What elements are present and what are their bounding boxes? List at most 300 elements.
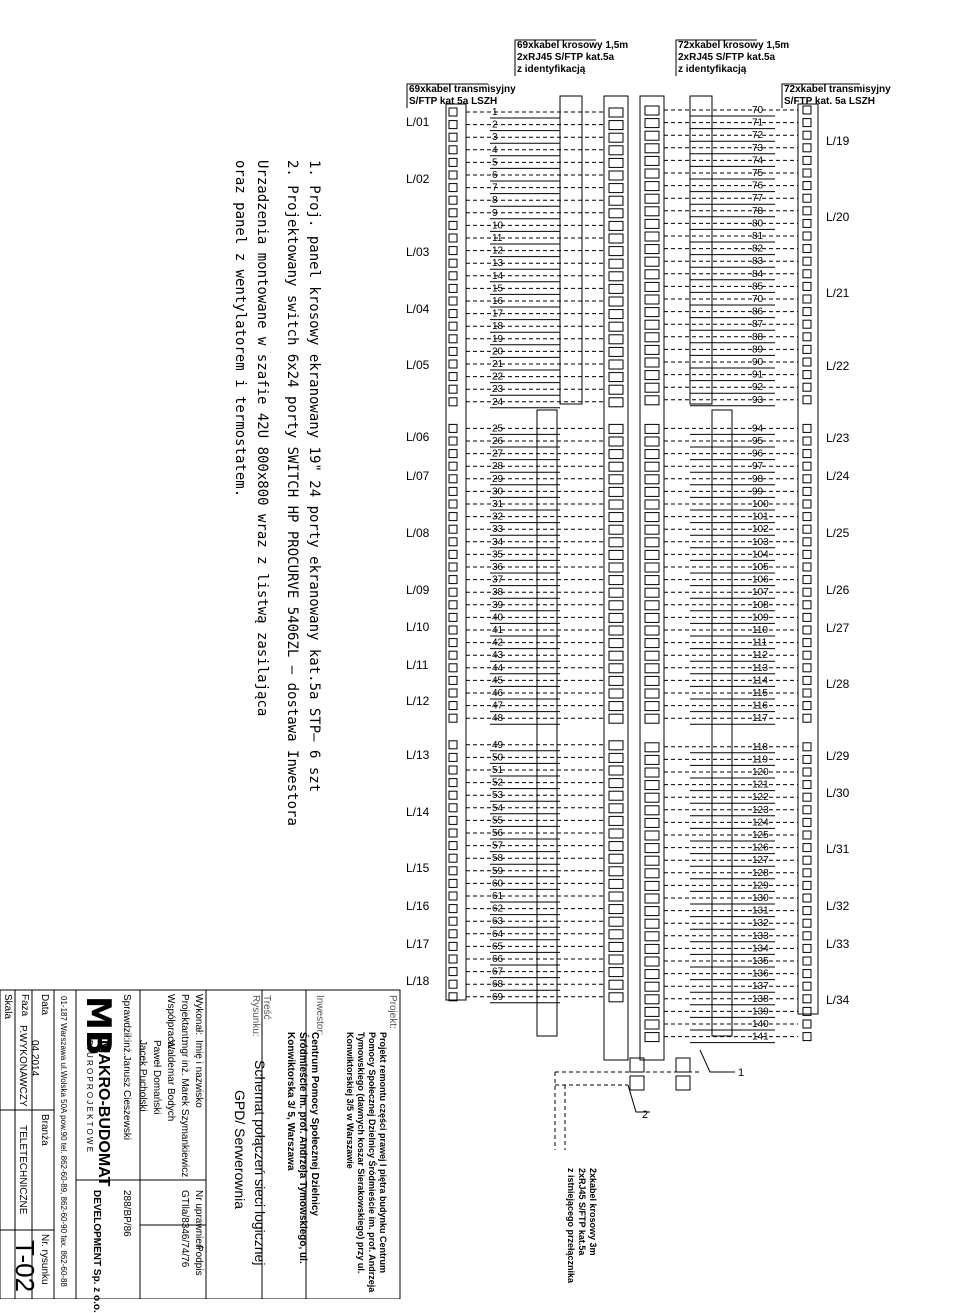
left-port-jack: [449, 613, 457, 621]
right-patch-port: [645, 944, 659, 953]
bottom-cable-note-2: 2xRJ45 S/FTP kat.5a: [577, 1168, 587, 1256]
right-port-label-31: 101: [752, 511, 769, 523]
company-name: MAKRO-BUDOMAT: [95, 1040, 112, 1187]
left-patch-port: [609, 779, 623, 788]
left-port-label-37: 37: [492, 574, 504, 586]
right-location-L/28: L/28: [826, 677, 850, 691]
left-patch-port: [609, 373, 623, 382]
right-patch-port: [645, 462, 659, 471]
left-port-jack: [449, 424, 457, 432]
left-patch-port: [609, 980, 623, 989]
right-port-label-32: 102: [752, 524, 769, 536]
right-patch-port: [645, 282, 659, 291]
right-patch-port: [645, 856, 659, 865]
right-port-jack: [803, 487, 811, 495]
note-line-1: 1. Proj. panel krosowy ekranowany 19" 24 porty ekranowany kat.5a STP– 6 szt: [306, 160, 322, 793]
right-location-L/25: L/25: [826, 526, 850, 540]
right-port-label-30: 100: [752, 499, 769, 510]
left-port-jack: [449, 816, 457, 824]
left-port-label-32: 32: [492, 511, 504, 523]
left-port-label-21: 21: [492, 359, 504, 370]
left-patch-port: [609, 942, 623, 951]
right-patch-port: [645, 576, 659, 585]
left-patch-port: [609, 676, 623, 685]
right-port-label-25: 95: [752, 436, 764, 447]
right-patch-port: [645, 995, 659, 1004]
left-location-L/07: L/07: [406, 469, 430, 483]
left-port-jack: [449, 538, 457, 546]
tb-faza: P.WYKONAWCZY: [17, 1025, 28, 1107]
right-patch-port: [645, 156, 659, 165]
left-port-label-51: 51: [492, 765, 504, 776]
left-port-jack: [449, 221, 457, 229]
right-port-jack: [803, 714, 811, 722]
right-patch-port: [645, 232, 659, 241]
right-port-jack: [803, 396, 811, 404]
left-patch-port: [609, 842, 623, 851]
right-port-jack: [803, 345, 811, 353]
right-port-label-11: 82: [752, 243, 764, 255]
left-location-L/05: L/05: [406, 358, 430, 372]
right-port-jack: [803, 781, 811, 789]
left-patch-port: [609, 804, 623, 813]
tb-wspolpraca-3: Jacek Pucholski: [137, 1040, 148, 1112]
left-port-label-39: 39: [492, 599, 504, 611]
left-port-jack: [449, 385, 457, 393]
left-port-jack: [449, 373, 457, 381]
right-port-jack: [803, 513, 811, 521]
right-port-jack: [803, 613, 811, 621]
left-patch-port: [609, 234, 623, 243]
left-port-jack: [449, 714, 457, 722]
left-patch-port: [609, 398, 623, 407]
left-port-jack: [449, 133, 457, 141]
right-patch-port: [645, 424, 659, 433]
right-port-jack: [803, 119, 811, 127]
right-patch-port: [645, 207, 659, 216]
bottom-cable-note: [565, 1168, 598, 1283]
right-patch-port: [645, 333, 659, 342]
left-port-label-15: 15: [492, 283, 504, 295]
right-port-label-42: 112: [752, 650, 768, 662]
right-patch-port: [645, 869, 659, 878]
panel-outline: [560, 96, 582, 404]
right-port-jack: [803, 194, 811, 202]
left-location-L/13: L/13: [406, 748, 430, 762]
right-patch-port: [645, 257, 659, 266]
left-location-L/06: L/06: [406, 430, 430, 444]
left-patch-port: [609, 247, 623, 256]
left-port-label-45: 45: [492, 675, 504, 687]
right-port-label-50: 120: [752, 767, 769, 778]
right-port-label-3: 73: [752, 142, 764, 154]
right-port-label-59: 129: [752, 880, 769, 892]
left-port-label-5: 5: [492, 157, 498, 169]
right-port-jack: [803, 257, 811, 265]
right-patch-port: [645, 806, 659, 815]
tb-branza: TELETECHNICZNE: [17, 1125, 28, 1215]
right-patch-port: [645, 743, 659, 752]
right-patch-port: [645, 550, 659, 559]
right-port-jack: [803, 462, 811, 470]
left-port-jack: [449, 601, 457, 609]
left-patch-port: [609, 702, 623, 711]
left-port-label-49: 49: [492, 739, 504, 751]
right-port-label-7: 77: [752, 193, 764, 205]
tb-wspolpraca-2: Paweł Domański: [151, 1040, 162, 1115]
right-patch-port: [645, 907, 659, 916]
right-port-jack: [803, 881, 811, 889]
left-port-label-6: 6: [492, 170, 498, 181]
tb-faza-label: Faza: [19, 994, 30, 1017]
left-patch-port: [609, 385, 623, 394]
note-line-3: Urzadzenia montowane w szafie 42U 800x800 wraz z listwą zasilająca: [254, 160, 270, 717]
left-location-L/01: L/01: [406, 115, 430, 129]
tb-projektant-nr: GTIla/8346/74/76: [179, 1190, 190, 1268]
left-port-label-27: 27: [492, 448, 504, 460]
left-port-jack: [449, 676, 457, 684]
left-port-jack: [449, 234, 457, 242]
right-patch-port: [645, 982, 659, 991]
left-patch-port: [609, 626, 623, 635]
right-port-label-14: 85: [752, 281, 764, 293]
right-port-label-43: 113: [752, 662, 768, 674]
left-patch-port: [609, 184, 623, 193]
tb-sprawdzil-label: Sprawdził:: [121, 994, 132, 1041]
left-location-L/14: L/14: [406, 805, 430, 819]
left-port-jack: [449, 741, 457, 749]
right-port-jack: [803, 626, 811, 634]
left-port-jack: [449, 487, 457, 495]
right-patch-port: [645, 106, 659, 115]
right-port-jack: [803, 383, 811, 391]
left-patch-port: [609, 487, 623, 496]
right-location-L/23: L/23: [826, 431, 850, 445]
right-port-jack: [803, 844, 811, 852]
left-port-label-55: 55: [492, 815, 504, 827]
tb-wspolpraca-label: Współpraca:: [165, 994, 176, 1050]
left-port-jack: [449, 310, 457, 318]
left-port-jack: [449, 980, 457, 988]
left-port-jack: [449, 209, 457, 217]
left-patch-port: [609, 892, 623, 901]
left-port-jack: [449, 462, 457, 470]
left-port-label-46: 46: [492, 688, 504, 699]
note-line-2: 2. Projektowany switch 6x24 porty SWITCH HP PROCURVE 5406ZL – dostawa Inwestora: [284, 160, 300, 826]
notes-block-3: [248, 160, 270, 716]
left-port-jack: [449, 626, 457, 634]
right-port-label-60: 130: [752, 893, 769, 904]
right-port-label-63: 133: [752, 930, 769, 942]
right-port-jack: [803, 169, 811, 177]
left-port-jack: [449, 664, 457, 672]
right-patch-port: [645, 308, 659, 317]
left-port-jack: [449, 766, 457, 774]
left-patch-port: [609, 576, 623, 585]
right-patch-port: [645, 932, 659, 941]
right-patch-port: [645, 295, 659, 304]
left-location-L/03: L/03: [406, 245, 430, 259]
callout-2: 2: [642, 1109, 649, 1121]
right-patch-port: [645, 831, 659, 840]
right-port-label-69: 139: [752, 1006, 769, 1018]
right-port-jack: [803, 601, 811, 609]
right-location-L/27: L/27: [826, 621, 850, 635]
right-port-jack: [803, 588, 811, 596]
right-port-jack: [803, 651, 811, 659]
right-port-label-46: 116: [752, 700, 768, 712]
right-port-label-20: 90: [752, 357, 764, 368]
right-patch-port: [645, 626, 659, 635]
left-port-jack: [449, 196, 457, 204]
left-location-L/18: L/18: [406, 974, 430, 988]
left-port-label-38: 38: [492, 587, 504, 599]
right-port-label-64: 134: [752, 943, 769, 955]
right-port-label-38: 108: [752, 599, 769, 611]
right-port-label-27: 97: [752, 461, 764, 473]
right-port-jack: [803, 639, 811, 647]
right-patch-port: [645, 970, 659, 979]
right-port-jack: [803, 320, 811, 328]
company-logo: MB: [78, 996, 118, 1056]
left-port-jack: [449, 804, 457, 812]
tb-tresc-1: Schemat połączeń sieci logicznej: [252, 1060, 268, 1266]
right-port-jack: [803, 576, 811, 584]
left-location-L/08: L/08: [406, 526, 430, 540]
left-port-label-22: 22: [492, 371, 504, 383]
right-top-header-1: 72xkabel krosowy 1,5m: [678, 40, 790, 51]
notes-block-2: [278, 160, 300, 826]
left-port-jack: [449, 121, 457, 129]
right-patch-port: [645, 689, 659, 698]
left-port-label-24: 24: [492, 396, 504, 408]
right-location-L/20: L/20: [826, 210, 850, 224]
right-port-label-71: 141: [752, 1031, 769, 1043]
left-port-jack: [449, 651, 457, 659]
right-location-L/19: L/19: [826, 134, 850, 148]
tb-nrrys: T-02: [10, 1240, 40, 1293]
left-port-label-1: 1: [492, 107, 498, 118]
tb-projektant: mgr inż. Marek Szymankiewicz: [179, 1040, 190, 1178]
left-patch-port: [609, 829, 623, 838]
tb-skala-label: Skala: [2, 994, 13, 1020]
left-patch-port: [609, 322, 623, 331]
right-port-jack: [803, 245, 811, 253]
right-port-jack: [803, 755, 811, 763]
right-port-label-52: 122: [752, 792, 769, 804]
left-port-label-65: 65: [492, 941, 504, 953]
right-patch-port: [645, 844, 659, 853]
tb-projektant-label: Projektant:: [179, 994, 190, 1042]
bottom-cable-note-1: 2xkabel krosowy 3m: [588, 1168, 598, 1256]
right-port-label-51: 121: [752, 779, 769, 791]
left-port-label-33: 33: [492, 524, 504, 536]
right-location-L/31: L/31: [826, 842, 850, 856]
left-patch-port: [609, 335, 623, 344]
left-port-label-64: 64: [492, 928, 504, 940]
right-port-label-26: 96: [752, 448, 764, 460]
right-patch-port: [645, 320, 659, 329]
left-port-label-61: 61: [492, 891, 504, 902]
left-patch-port: [609, 741, 623, 750]
right-patch-port: [645, 702, 659, 711]
right-patch-port: [645, 1020, 659, 1029]
left-location-L/17: L/17: [406, 937, 430, 951]
tb-podpis: Podpis: [193, 1245, 204, 1276]
left-patch-port: [609, 450, 623, 459]
right-patch-port: [645, 487, 659, 496]
right-port-label-41: 111: [752, 637, 768, 649]
left-port-jack: [449, 588, 457, 596]
left-port-label-26: 26: [492, 436, 504, 447]
callout-leaders: [555, 1050, 735, 1150]
right-port-jack: [803, 550, 811, 558]
left-patch-port: [609, 297, 623, 306]
right-location-L/34: L/34: [826, 993, 850, 1007]
right-location-L/30: L/30: [826, 786, 850, 800]
right-patch-port: [645, 1007, 659, 1016]
tb-branza-label: Branża: [39, 1114, 50, 1146]
right-port-label-16: 86: [752, 306, 764, 318]
left-port-jack: [449, 272, 457, 280]
left-patch-port: [609, 310, 623, 319]
left-patch-port: [609, 639, 623, 648]
left-patch-port: [609, 525, 623, 534]
left-port-label-14: 14: [492, 270, 504, 282]
right-port-label-9: 80: [752, 218, 764, 230]
left-port-jack: [449, 475, 457, 483]
right-side-header-1: 72xkabel transmisyjny: [784, 84, 891, 95]
left-port-label-20: 20: [492, 346, 504, 358]
right-port-jack: [803, 371, 811, 379]
right-port-jack: [803, 450, 811, 458]
right-port-jack: [803, 676, 811, 684]
right-patch-port: [645, 793, 659, 802]
right-patch-port: [645, 450, 659, 459]
right-port-label-21: 91: [752, 369, 764, 381]
right-port-jack: [803, 793, 811, 801]
left-port-jack: [449, 968, 457, 976]
left-patch-port: [609, 259, 623, 268]
left-patch-port: [609, 360, 623, 369]
right-port-label-19: 89: [752, 344, 764, 356]
left-port-jack: [449, 335, 457, 343]
right-port-label-10: 81: [752, 231, 764, 242]
right-port-jack: [803, 856, 811, 864]
right-patch-port: [645, 781, 659, 790]
right-port-label-1: 71: [752, 117, 764, 129]
tb-sprawdzil-nr: 288/BP/86: [121, 1190, 132, 1237]
right-patch-port: [645, 345, 659, 354]
right-port-label-33: 103: [752, 536, 769, 548]
left-port-label-28: 28: [492, 461, 504, 473]
left-port-label-43: 43: [492, 650, 504, 662]
left-patch-port: [609, 968, 623, 977]
left-patch-port: [609, 601, 623, 610]
panel-outline: [690, 96, 712, 404]
left-location-L/12: L/12: [406, 694, 430, 708]
left-port-jack: [449, 513, 457, 521]
left-port-label-35: 35: [492, 549, 504, 561]
right-port-jack: [803, 424, 811, 432]
left-patch-port: [609, 475, 623, 484]
left-port-jack: [449, 158, 457, 166]
right-port-label-68: 138: [752, 993, 769, 1005]
left-port-label-4: 4: [492, 144, 498, 156]
left-patch-port: [609, 993, 623, 1002]
right-patch-port: [645, 957, 659, 966]
right-port-label-15: 70: [752, 294, 764, 305]
left-port-jack: [449, 360, 457, 368]
left-port-jack: [449, 639, 457, 647]
right-port-jack: [803, 207, 811, 215]
right-port-jack: [803, 475, 811, 483]
right-port-label-37: 107: [752, 587, 769, 599]
notes-block: [300, 160, 322, 792]
right-port-label-55: 125: [752, 830, 769, 841]
left-top-header-3: z identyfikacją: [517, 64, 586, 75]
right-port-label-62: 132: [752, 918, 769, 930]
right-port-jack: [803, 894, 811, 902]
left-port-jack: [449, 905, 457, 913]
right-port-jack: [803, 702, 811, 710]
right-port-label-5: 75: [752, 168, 764, 179]
right-port-jack: [803, 282, 811, 290]
left-port-label-16: 16: [492, 296, 504, 307]
left-port-jack: [449, 576, 457, 584]
right-patch-port: [645, 538, 659, 547]
left-port-jack: [449, 450, 457, 458]
left-patch-port: [609, 462, 623, 471]
left-patch-port: [609, 930, 623, 939]
right-top-header-3: z identyfikacją: [678, 64, 747, 75]
left-port-label-34: 34: [492, 536, 504, 548]
right-port-label-40: 110: [752, 625, 768, 636]
left-port-jack: [449, 297, 457, 305]
right-port-label-53: 123: [752, 804, 769, 816]
right-patch-port: [645, 664, 659, 673]
right-port-jack: [803, 144, 811, 152]
right-location-L/33: L/33: [826, 937, 850, 951]
right-port-jack: [803, 995, 811, 1003]
left-patch-port: [609, 917, 623, 926]
right-patch-port: [645, 525, 659, 534]
tb-sprawdzil: inż.Janusz Cieszewski: [121, 1040, 132, 1141]
left-port-label-13: 13: [492, 258, 504, 270]
right-port-label-61: 131: [752, 905, 769, 917]
left-port-label-2: 2: [492, 119, 498, 131]
right-port-jack: [803, 806, 811, 814]
right-location-L/24: L/24: [826, 469, 850, 483]
left-port-label-17: 17: [492, 308, 504, 320]
right-port-jack: [803, 156, 811, 164]
left-patch-port: [609, 513, 623, 522]
right-port-jack: [803, 743, 811, 751]
left-port-jack: [449, 791, 457, 799]
right-port-label-22: 92: [752, 382, 764, 394]
left-port-label-44: 44: [492, 662, 504, 674]
right-patch-port: [645, 169, 659, 178]
left-port-label-47: 47: [492, 700, 504, 712]
left-patch-port: [609, 563, 623, 572]
right-port-label-6: 76: [752, 180, 764, 192]
left-port-label-8: 8: [492, 195, 498, 207]
right-patch-port: [645, 639, 659, 648]
right-patch-port: [645, 500, 659, 509]
tb-imie: Imię i nazwisko: [193, 1040, 204, 1108]
left-patch-port: [609, 664, 623, 673]
right-port-label-8: 78: [752, 205, 764, 217]
